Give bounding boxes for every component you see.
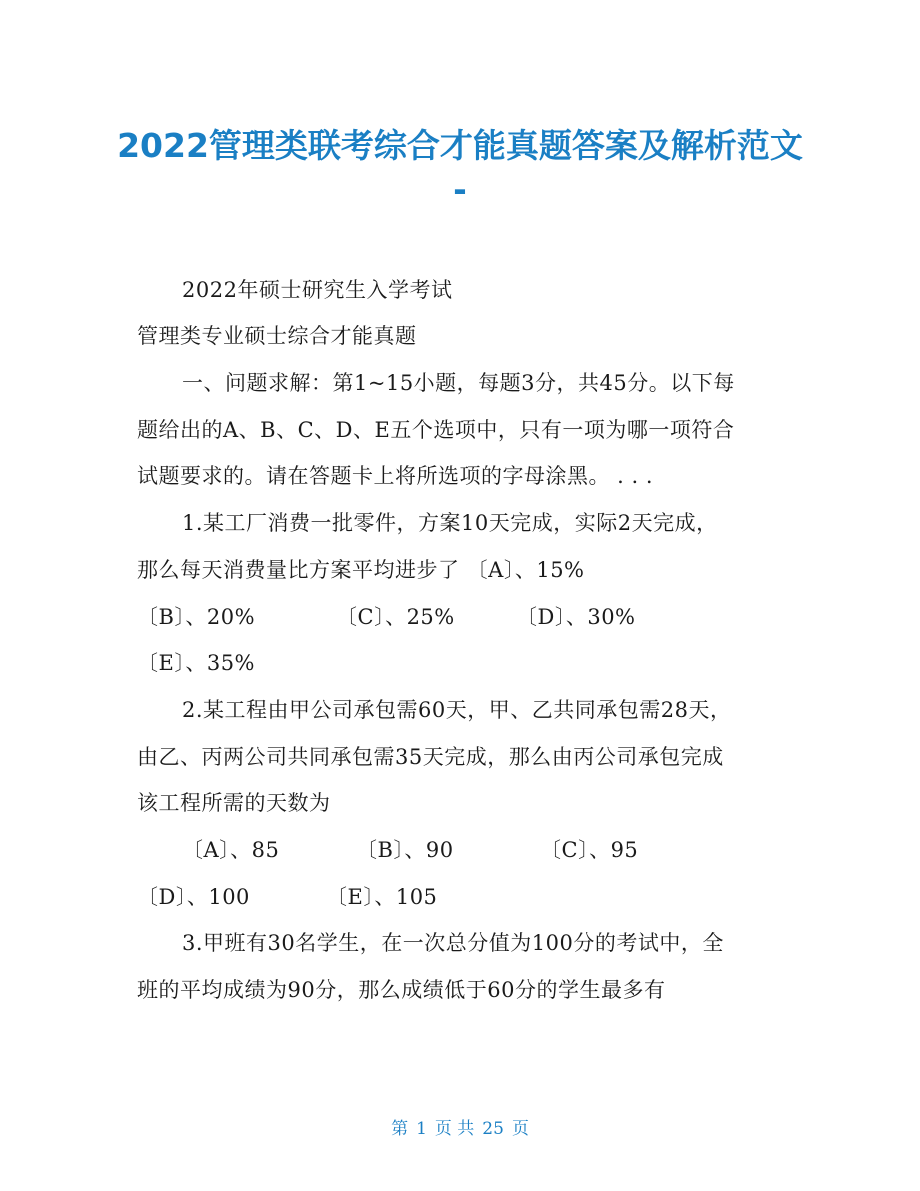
question-2-option-d: 〔D〕、100 — [137, 885, 250, 909]
footer-total-pages: 25 — [482, 1119, 504, 1139]
document-title: 2022管理类联考综合才能真题答案及解析范文 — [117, 126, 803, 165]
question-2-option-b: 〔B〕、90 — [356, 838, 454, 862]
exam-heading: 2022年硕士研究生入学考试 — [182, 278, 453, 302]
question-3-text: 班的平均成绩为90分，那么成绩低于60分的学生最多有 — [137, 978, 666, 1002]
question-1-option-d: 〔D〕、30% — [516, 605, 636, 629]
page-footer — [0, 1114, 920, 1139]
question-2-text: 该工程所需的天数为 — [137, 791, 331, 815]
question-2-option-c: 〔C〕、95 — [540, 838, 639, 862]
exam-subheading: 管理类专业硕士综合才能真题 — [137, 324, 417, 348]
question-2-text: 2.某工程由甲公司承包需60天，甲、乙共同承包需28天， — [182, 698, 732, 722]
question-2-text: 由乙、丙两公司共同承包需35天完成，那么由丙公司承包完成 — [137, 745, 724, 769]
question-1-option-c: 〔C〕、25% — [336, 605, 455, 629]
section-intro-line: 试题要求的。请在答题卡上将所选项的字母涂黑。 . . . — [137, 464, 654, 488]
document-title-suffix: - — [453, 170, 467, 209]
question-3-text: 3.甲班有30名学生，在一次总分值为100分的考试中，全 — [182, 931, 724, 955]
question-1-option-b: 〔B〕、20% — [137, 605, 256, 629]
question-1-text: 那么每天消费量比方案平均进步了 〔A〕、15% — [137, 558, 585, 582]
section-intro-line: 题给出的A、B、C、D、E五个选项中，只有一项为哪一项符合 — [137, 418, 735, 442]
question-1-option-e: 〔E〕、35% — [137, 651, 256, 675]
footer-prefix: 第 — [391, 1119, 409, 1139]
question-1-text: 1.某工厂消费一批零件，方案10天完成，实际2天完成， — [182, 511, 718, 535]
section-intro-line: 一、问题求解：第1~15小题，每题3分，共45分。以下每 — [182, 371, 735, 395]
question-2-option-a: 〔A〕、85 — [182, 838, 280, 862]
footer-page-number: 1 — [416, 1119, 427, 1139]
question-2-option-e: 〔E〕、105 — [326, 885, 438, 909]
footer-suffix: 页 — [511, 1119, 529, 1139]
footer-middle: 页 共 — [434, 1119, 475, 1139]
